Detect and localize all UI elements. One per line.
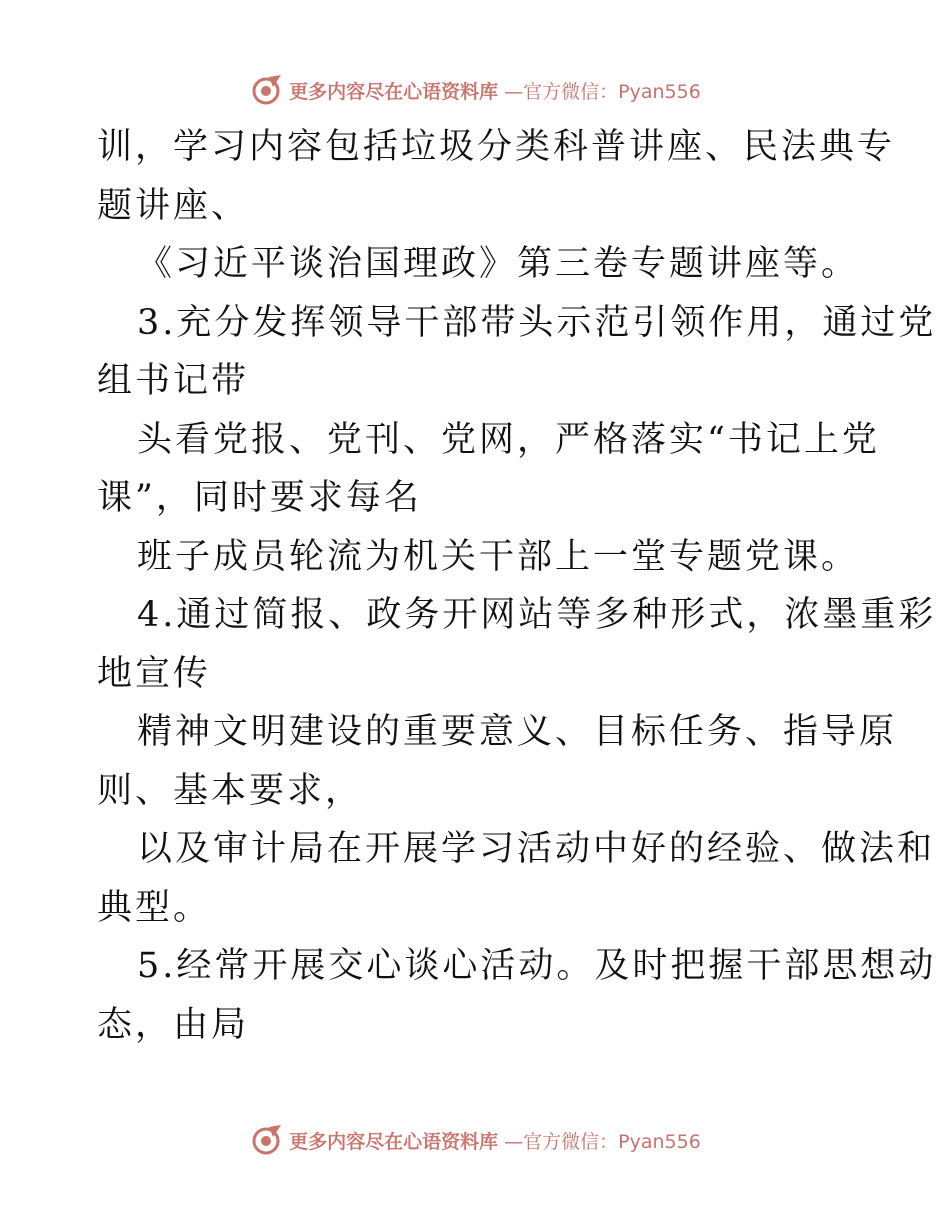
- text-line: 典型。: [97, 887, 212, 928]
- text-line: 头看党报、党刊、党网，严格落实“书记上党: [137, 419, 880, 460]
- text-line: 3.充分发挥领导干部带头示范引领作用，通过党: [137, 302, 937, 343]
- footer-watermark-banner: [0, 1120, 950, 1160]
- text-line: 态，由局: [97, 1004, 250, 1045]
- text-line: 4.通过简报、政务开网站等多种形式，浓墨重彩: [137, 595, 937, 635]
- text-line: 课”，同时要求每名: [97, 478, 422, 518]
- text-line: 5.经常开展交心谈心活动。及时把握干部思想动: [137, 946, 937, 986]
- header-watermark-banner: [0, 70, 950, 110]
- banner-title: 更多内容尽在心语资料库: [289, 1130, 499, 1153]
- text-line: 题讲座、: [97, 185, 250, 226]
- text-line: 《习近平谈治国理政》第三卷专题讲座等。: [137, 244, 860, 284]
- banner-wechat: —官方微信：Pyan556: [504, 80, 701, 103]
- text-line: 精神文明建设的重要意义、目标任务、指导原: [137, 712, 898, 752]
- text-line: 则、基本要求，: [97, 770, 364, 811]
- text-line: 班子成员轮流为机关干部上一堂专题党课。: [137, 536, 860, 577]
- text-line: 地宣传: [97, 653, 212, 694]
- text-line: 以及审计局在开展学习活动中好的经验、做法和: [137, 829, 936, 869]
- quill-logo-icon: [249, 1123, 283, 1157]
- banner-title: 更多内容尽在心语资料库: [289, 80, 499, 103]
- banner-wechat: —官方微信：Pyan556: [504, 1130, 701, 1153]
- quill-logo-icon: [249, 73, 283, 107]
- text-line: 训，学习内容包括垃圾分类科普讲座、民法典专: [97, 127, 896, 167]
- document-body: [97, 118, 937, 1054]
- text-line: 组书记带: [97, 361, 250, 401]
